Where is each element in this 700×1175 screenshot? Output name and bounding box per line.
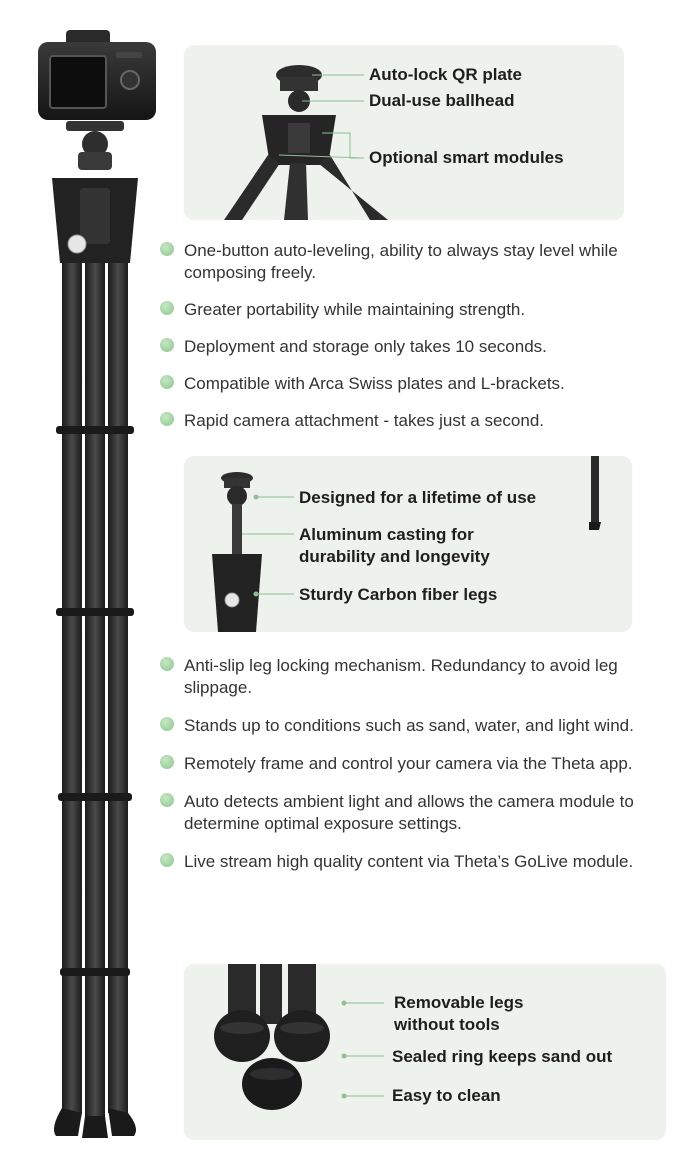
callout-smart-modules: Optional smart modules <box>369 148 564 167</box>
top-feature-panel <box>184 45 624 220</box>
camera-icon <box>38 30 156 120</box>
bullet-dot-icon <box>160 853 174 867</box>
list-item: Greater portability while maintaining strength. <box>160 299 660 321</box>
list-item: Auto detects ambient light and allows the camera module to determine optimal exposure settings. <box>160 791 680 835</box>
list-item: Deployment and storage only takes 10 seconds. <box>160 336 660 358</box>
tripod-with-camera-illustration <box>20 28 170 1148</box>
callout-removable-legs: Removable legs without tools <box>394 993 524 1034</box>
bullet-dot-icon <box>160 375 174 389</box>
bullet-dot-icon <box>160 242 174 256</box>
bullet-dot-icon <box>160 793 174 807</box>
bullet-dot-icon <box>160 412 174 426</box>
bullet-dot-icon <box>160 717 174 731</box>
list-item: Rapid camera attachment - takes just a second. <box>160 410 660 432</box>
list-item: Stands up to conditions such as sand, water, and light wind. <box>160 715 680 737</box>
bottom-feature-panel <box>184 964 666 1140</box>
callout-lifetime: Designed for a lifetime of use <box>299 488 537 507</box>
callout-qr-plate: Auto-lock QR plate <box>369 65 523 84</box>
feature-list-top <box>160 240 660 447</box>
callout-easy-clean: Easy to clean <box>392 1086 501 1105</box>
list-item: Live stream high quality content via Theta’s GoLive module. <box>160 851 680 873</box>
callout-aluminum: Aluminum casting for durability and longevity <box>299 525 490 566</box>
list-item: Remotely frame and control your camera via the Theta app. <box>160 753 680 775</box>
list-item: Anti-slip leg locking mechanism. Redundancy to avoid leg slippage. <box>160 655 680 699</box>
middle-feature-panel <box>184 456 632 632</box>
callout-sealed-ring: Sealed ring keeps sand out <box>392 1047 613 1066</box>
bullet-dot-icon <box>160 301 174 315</box>
bullet-dot-icon <box>160 338 174 352</box>
list-item: Compatible with Arca Swiss plates and L-brackets. <box>160 373 660 395</box>
bullet-dot-icon <box>160 657 174 671</box>
callout-carbon-legs: Sturdy Carbon fiber legs <box>299 585 498 604</box>
callout-ballhead: Dual-use ballhead <box>369 91 515 110</box>
tripod-icon <box>54 263 136 1138</box>
list-item: One-button auto-leveling, ability to always stay level while composing freely. <box>160 240 660 284</box>
feature-list-bottom <box>160 655 680 889</box>
bullet-dot-icon <box>160 755 174 769</box>
